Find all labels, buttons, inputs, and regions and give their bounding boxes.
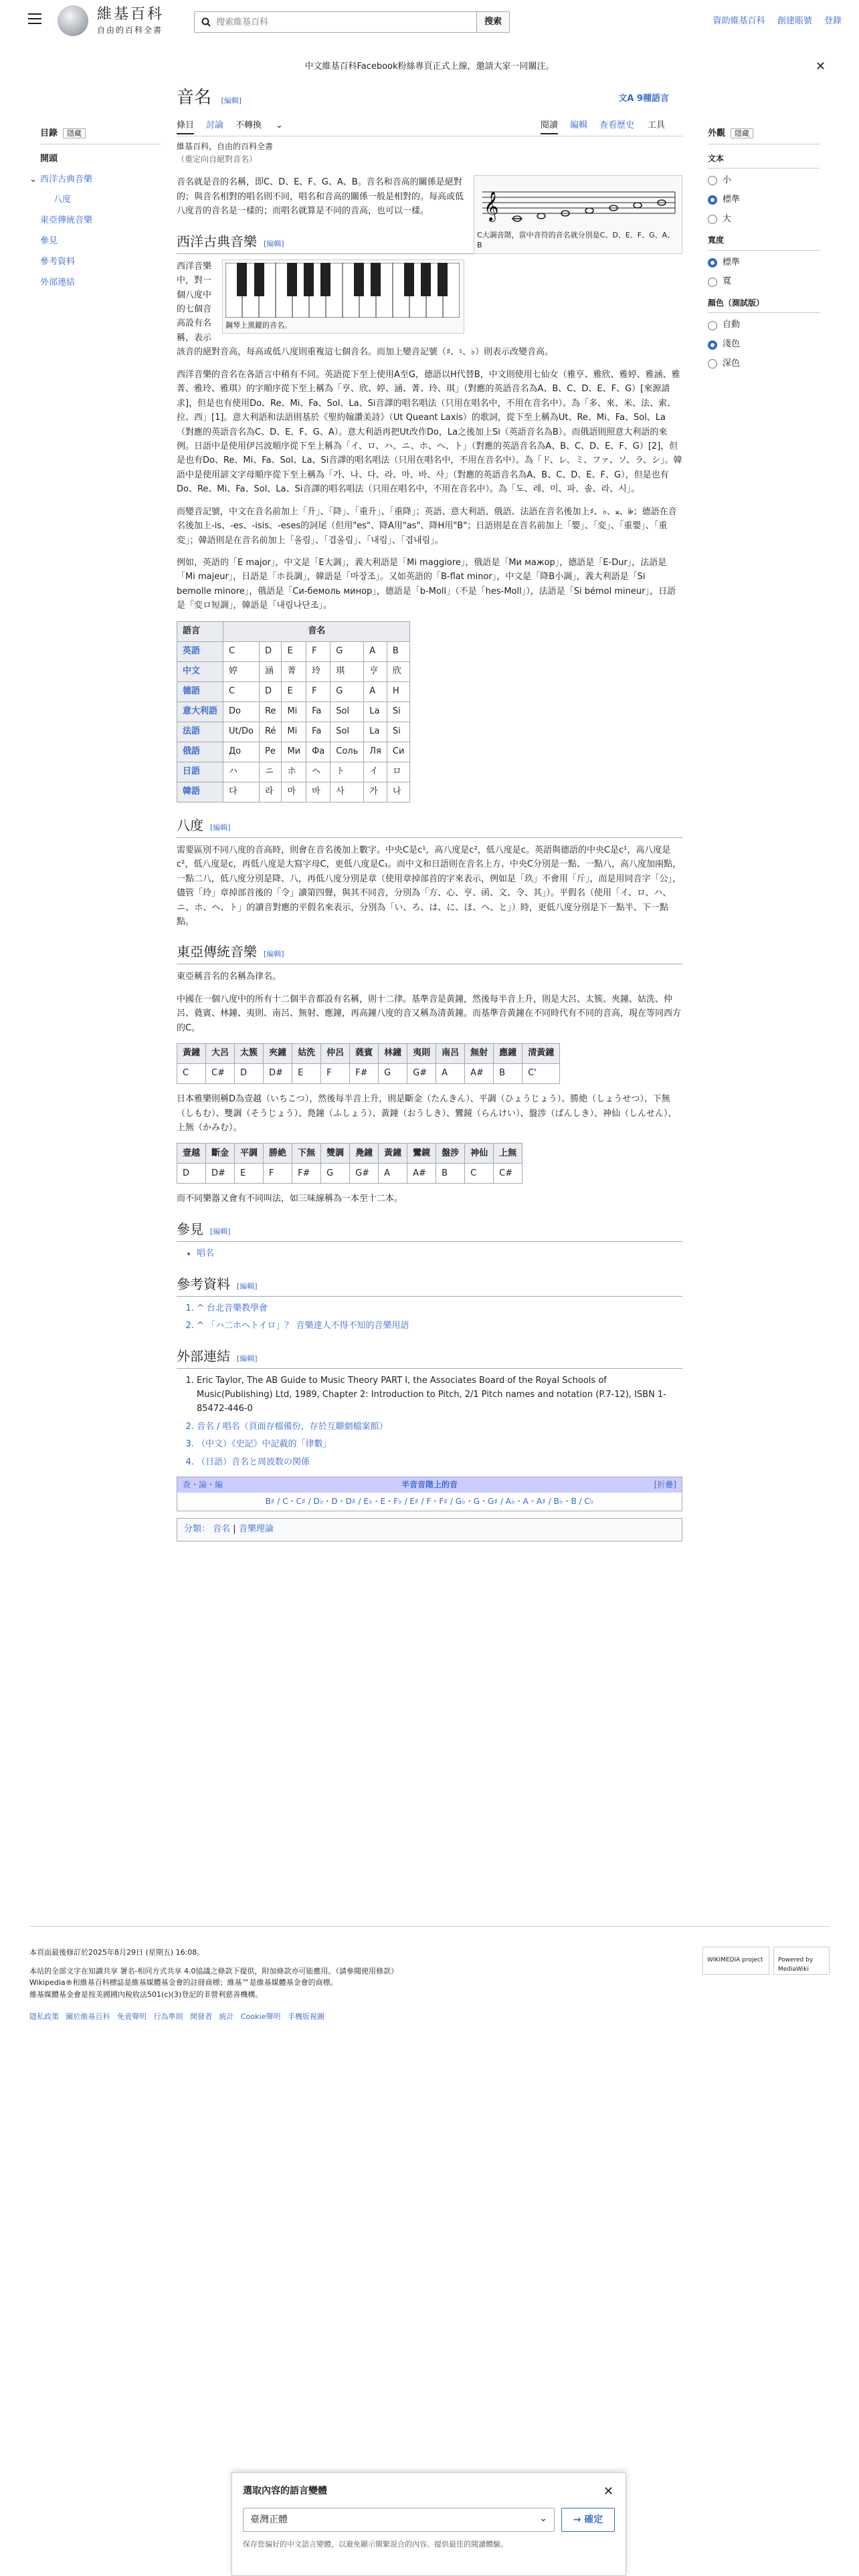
table-row (177, 702, 410, 722)
site-notice-text: 中文維基百科Facebook粉絲專頁正式上線，邀請大家一同關注。 (304, 62, 555, 72)
tab-edit[interactable]: 編輯 (570, 120, 588, 130)
table-of-contents (29, 127, 161, 296)
table-cell: Do (223, 702, 260, 722)
table-cell: Ре (259, 742, 281, 762)
table-header: 上無 (494, 1144, 522, 1164)
table-cell: 亨 (364, 661, 387, 681)
text-size-large[interactable]: 大 (708, 213, 820, 227)
table-cell: ハ (223, 762, 260, 782)
license-text: 本站的全部文字在知識共享 署名-相同方式共享 4.0協議之條款下提供，附加條款亦可能應用。（請參閱使用條款） (29, 1966, 398, 1975)
table-cell: Ми (282, 742, 306, 762)
table-row (177, 742, 410, 762)
search-placeholder: 搜索維基百科 (216, 17, 269, 27)
table-cell: 사 (330, 782, 364, 802)
table-row (177, 782, 410, 802)
table-row (177, 661, 410, 681)
search-button[interactable]: 搜索 (476, 11, 510, 33)
table-cell: A# (407, 1164, 436, 1184)
nonprofit-text: 維基媒體基金會是按美國國內稅收法501(c)(3)登記的非營利慈善機構。 (29, 1990, 263, 1999)
table-cell: F# (292, 1164, 321, 1184)
piano-keyboard-image[interactable] (225, 263, 460, 318)
table-header: 蕤賓 (350, 1044, 379, 1064)
variant-dropdown[interactable]: 不轉換 (235, 120, 262, 130)
table-cell: La (364, 702, 387, 722)
table-header: 無射 (465, 1044, 494, 1064)
table-header: 平調 (235, 1144, 264, 1164)
note-names-table (177, 621, 410, 802)
table-cell: C' (522, 1064, 560, 1084)
table-cell: A# (465, 1064, 494, 1084)
navbox-title-bar (177, 1477, 682, 1493)
external-link-item[interactable]: 3. （中文）《史記》中記載的「律數」 (197, 1438, 682, 1452)
page-tabs (177, 114, 682, 136)
text-size-standard[interactable]: 標準 (708, 193, 820, 207)
section-edit-link[interactable]: [編輯] (264, 950, 284, 959)
table-header: 太簇 (235, 1044, 264, 1064)
table-cell: C# (494, 1164, 522, 1184)
toc-title: 目錄 (40, 128, 58, 138)
mediawiki-badge[interactable]: Powered by MediaWiki (773, 1947, 830, 1975)
chevron-down-icon[interactable]: ⌄ (29, 174, 37, 185)
external-link-item[interactable]: 4. （日語）音名と周波数の関係 (197, 1456, 682, 1470)
table-cell: Si (387, 702, 410, 722)
site-header (0, 0, 859, 44)
footer-link[interactable]: 開發者 (190, 2012, 212, 2022)
trademark-text: Wikipedia®和維基百科標誌是維基媒體基金會的註冊商標；維基™是維基媒體基金會的商標。 (29, 1978, 338, 1988)
table-cell: C (465, 1164, 494, 1184)
toc-item[interactable]: 開頭 (40, 153, 58, 164)
footer-link[interactable]: 行為準則 (153, 2012, 183, 2022)
table-header: 夷則 (407, 1044, 436, 1064)
paragraph: 而變音記號，中文在音名前加上「升」、「降」、「重升」、「重降」；英語、意大利語、俄語、法語在音名後加上♯、♭、𝄪、𝄫；德語在音名後加上-is、-es、-isis、-eses的詞尾（但用"es"、降A用"as"、降H用"B"；日語則是在音名前加上「嬰」、「変」、「重嬰」、「重変」；韓語則是在音名前加上「올림」、「겹올림」、「내림」、「겹내림」。 (177, 506, 677, 546)
variant-select[interactable] (243, 2508, 555, 2532)
external-link-item[interactable]: 2. 音名 / 唱名（頁面存檔備份，存於互聯網檔案館） (197, 1420, 682, 1434)
table-cell: F (306, 641, 330, 661)
row-header[interactable]: 中文 (177, 661, 223, 681)
table-cell: E (292, 1064, 321, 1084)
language-variant-dialog (231, 2472, 626, 2576)
table-cell: Sol (330, 722, 364, 742)
table-cell: E (282, 681, 306, 702)
table-cell: B (494, 1064, 522, 1084)
table-cell: Fa (306, 702, 330, 722)
close-icon[interactable]: ✕ (603, 2484, 613, 2498)
wikipedia-globe-icon[interactable] (58, 5, 88, 36)
personal-tools (704, 15, 842, 29)
section-edit-link[interactable]: [編輯] (237, 1354, 258, 1364)
logo-title[interactable]: 維基百科 (97, 6, 165, 23)
row-header[interactable]: 法語 (177, 722, 223, 742)
width-wide[interactable]: 寬 (708, 275, 820, 289)
table-cell: A (379, 1164, 407, 1184)
row-header[interactable]: 韓語 (177, 782, 223, 802)
table-cell: ヘ (306, 762, 330, 782)
table-header: 壹越 (177, 1144, 206, 1164)
wikimedia-badge[interactable]: WIKIMEDIA project (702, 1947, 769, 1975)
toc-item[interactable]: ⌄ 西洋古典音樂 (40, 173, 161, 187)
table-header: 黃鐘 (379, 1144, 407, 1164)
color-label: 顏色（測試版） (708, 297, 820, 313)
table-cell: 涵 (259, 661, 281, 681)
table-cell: D (259, 641, 281, 661)
category-links: 分類： 音名 | 音樂理論 (177, 1518, 682, 1541)
paragraph: 西洋音樂的音名在各語言中稍有不同。英語從下至上使用A至G，德語以H代替B，中文則使用七仙女（雅亨、雅欣、雅婷、雅涵、雅菁、雅玲、雅琪）的字順序從下至上稱為「亨、欣、婷、涵、菁、玲、琪」（對應的英語音名為A、B、C、D、E、F、G）[來源請求]，但是也有使用Do、Re、Mi、Fa、Sol、La、Si音譯的唱名唱法（只用在唱名中，不用在音名中）。為「多、來、米、法、索、拉、西」[1]。意大利語和法語則基於《聖約翰讚美詩》（Ut Queant Laxis）的歌詞，從下至上稱為Ut、Re、Mi、Fa、Sol、La（對應的英語音名為C、D、E、F、G、A）。意大利語再把Ut改作Do，La之後加上Si（英語音名為B）。而俄語則照意大利語的來例。日語中是使用伊呂波順序從下至上稱為「イ、ロ、ハ、ニ、ホ、ヘ、ト」（對應的英語音名為A、B、C、D、E、F、G）[2]，但是也有Do、Re、Mi、Fa、Sol、La、Si音譯的唱名唱法（只用在唱名中，不用在音名中）。為「ド、レ、ミ、ファ、ソ、ラ、シ」。韓語中是使用諺文字母順序從下至上稱為「가、나、다、라、마、바、사」（對應的英語音名為A、B、C、D、E、F、G），但是也有Do、Re、Mi、Fa、Sol、La、Si音譯的唱名唱法（只用在唱名中，不用在音名中）。為「도、레、미、파、솔、라、시」。 (177, 369, 682, 495)
tab-read[interactable]: 閱讀 (541, 119, 558, 134)
table-cell: 다 (223, 782, 260, 802)
color-dark[interactable]: 深色 (708, 357, 820, 371)
dialog-title: 選取內容的語言變體 (243, 2486, 327, 2496)
footer-link[interactable]: 統計 (219, 2012, 234, 2022)
table-header: 下無 (292, 1144, 321, 1164)
category-link[interactable]: 音樂理論 (238, 1524, 274, 1535)
row-header[interactable]: 俄語 (177, 742, 223, 762)
row-header[interactable]: 日語 (177, 762, 223, 782)
table-cell: Fa (306, 722, 330, 742)
variant-selected-value: 臺灣正體 (250, 2514, 288, 2526)
table-cell: 라 (259, 782, 281, 802)
table-cell: C# (206, 1064, 235, 1084)
section-heading: 西洋古典音樂 [編輯] (177, 231, 682, 254)
table-cell: F (306, 681, 330, 702)
color-auto[interactable]: 自動 (708, 318, 820, 332)
section-edit-link[interactable]: [編輯] (264, 239, 284, 248)
figure-c-major-scale (474, 175, 682, 253)
section-heading: 參見 [編輯] (177, 1218, 682, 1242)
table-cell: 婷 (223, 661, 260, 681)
footer-link[interactable]: 隱私政策 (29, 2012, 59, 2022)
reference-item[interactable]: 1. ^ 台北音樂教學會 (197, 1302, 682, 1316)
toc-item[interactable]: 參考資料 (40, 256, 76, 267)
paragraph: 需要區別不同八度的音高時，則會在音名後加上數字。中央C是c¹，高八度是c²，低八度是c。英語與德語的中央C是c¹，高八度是c²，低八度是c，再低八度是大寫字母C，更低八度是C₁。而中文和日語則在音名上方、中央C分別是一點、一點八，高八度加兩點，一點二八，低八度分別是降、八，再低八度分別是章（使用章掉部首的字來表示，例如是「玖」不會用「斤」，而是用同音字「公」，儘管「玲」章掉部首後的「令」讀第四聲，與其不同音，分別為「方、心、亨、函、文、令、其」）。平假名（使用「イ、ロ、ハ、ニ、ホ、ヘ、ト」的讀音對應的平假名來表示，分別為「い、ろ、は、に、ほ、へ、と」）時，更低八度分別是下一點半、下一點點。 (177, 845, 682, 927)
table-cell: H (387, 681, 410, 702)
table-cell: Ré (259, 722, 281, 742)
section-heading: 八度 [編輯] (177, 815, 682, 838)
row-header[interactable]: 英語 (177, 641, 223, 661)
table-cell: C (223, 641, 260, 661)
table-cell: E (235, 1164, 264, 1184)
width-label: 寬度 (708, 234, 820, 250)
table-cell: 가 (364, 782, 387, 802)
table-cell: 바 (306, 782, 330, 802)
table-header: 鸞鏡 (407, 1144, 436, 1164)
footer-link[interactable]: Cookie聲明 (241, 2012, 281, 2022)
table-cell: La (364, 722, 387, 742)
toc-item[interactable]: 八度 (54, 195, 72, 205)
table-cell: G (330, 681, 364, 702)
figure-caption: C大調音階，當中音符的音名就分別是C、D、E、F、G、A、B (477, 230, 675, 250)
paragraph: 中國在一個八度中的所有十二個半音都設有名稱，則十二律。基準音是黃鐘，然後每半音上升，則是大呂、太簇、夾鐘、姑洗、仲呂、蕤賓、林鐘、夷則、南呂、無射、應鐘，再高鐘八度的音又稱為清黃鐘。而基準音黃鐘在不同時代有不同的音高，現在等同西方的C。 (177, 994, 682, 1033)
toc-item[interactable]: 東亞傳統音樂 (40, 215, 93, 226)
row-header[interactable]: 意大利語 (177, 702, 223, 722)
confirm-button[interactable]: → 確定 (561, 2508, 615, 2532)
table-cell: 玲 (306, 661, 330, 681)
logo-subtitle: 自由的百科全書 (97, 25, 163, 35)
appearance-panel (708, 127, 820, 377)
section-heading: 東亞傳統音樂 [編輯] (177, 941, 682, 964)
table-row (177, 722, 410, 742)
donate-link[interactable]: 資助維基百科 (712, 16, 765, 26)
table-cell: Си (387, 742, 410, 762)
paragraph: 日本雅樂則稱D為壹越（いちこつ），然後每半音上升，則是斷金（たんきん）、平調（ひょうじょう）、勝絶（しょうせつ）、下無（しもむ）、雙調（そうじょう）、鳧鐘（ふしょう）、黃鐘（おうしき）、鸞鏡（らんけい）、盤涉（ばんしき）、神仙（しんせん）、上無（かみむ）。 (177, 1094, 677, 1133)
table-cell: Si (387, 722, 410, 742)
table-cell: C (177, 1064, 206, 1084)
table-header: 盤涉 (436, 1144, 465, 1164)
table-cell: ロ (387, 762, 410, 782)
section-edit-link[interactable]: [編輯] (210, 1226, 231, 1236)
table-cell: Mi (282, 722, 306, 742)
table-header: 雙調 (321, 1144, 350, 1164)
language-button[interactable]: 文A 9種語言 (618, 94, 669, 104)
section-heading: 外部連結 [編輯] (177, 1346, 682, 1369)
twelve-lu-table (177, 1043, 560, 1084)
tab-article[interactable]: 條目 (177, 119, 194, 134)
c-major-scale-image[interactable] (477, 179, 678, 227)
table-cell: 欣 (387, 661, 410, 681)
appearance-title: 外觀 (708, 128, 726, 138)
paragraph: 東亞稱音名的名稱為律名。 (177, 972, 282, 982)
table-header: 南呂 (436, 1044, 465, 1064)
table-cell: 마 (282, 782, 306, 802)
table-header: 勝絶 (264, 1144, 292, 1164)
section-edit-link[interactable]: [編輯] (210, 823, 231, 832)
reference-item[interactable]: 2. ^ 「ハ二ホヘトイロ」？ 音樂達人不得不知的音樂用語 (197, 1319, 682, 1333)
table-cell: D# (206, 1164, 235, 1184)
close-icon[interactable]: ✕ (815, 60, 826, 74)
table-cell: G (330, 641, 364, 661)
table-header: 林鐘 (379, 1044, 407, 1064)
table-cell: D (259, 681, 281, 702)
navbox-vte-links[interactable]: 查・論・編 (183, 1480, 223, 1490)
table-cell: B (436, 1164, 465, 1184)
table-cell: A (436, 1064, 465, 1084)
table-cell: G (321, 1164, 350, 1184)
tab-history[interactable]: 查看歷史 (599, 120, 635, 130)
table-cell: Ut/Do (223, 722, 260, 742)
toc-item[interactable]: 參見 (40, 235, 58, 246)
table-cell: G# (350, 1164, 379, 1184)
svg-text:𝄞: 𝄞 (484, 191, 499, 221)
intro-paragraph: 音名就是音的名稱，即C、D、E、F、G、A、B。音名和音高的關係是絕對的；與音名相對的唱名則不同，唱名和音高的關係一般是相對的。每高或低八度音的音名是一樣的；而唱名就算是不同的音高，也可以一樣。 (177, 177, 464, 217)
table-row (177, 681, 410, 702)
navbox (177, 1477, 682, 1511)
table-cell: Re (259, 702, 281, 722)
table-cell: Фа (306, 742, 330, 762)
navbox-collapse-button[interactable]: [折疊] (654, 1480, 676, 1490)
table-header: 夾鐘 (264, 1044, 292, 1064)
main-menu-button[interactable] (28, 13, 41, 24)
search-icon (201, 17, 211, 27)
title-edit-link[interactable]: [編輯] (221, 96, 242, 105)
chevron-down-icon: ⌄ (539, 2513, 547, 2525)
site-notice (0, 60, 859, 84)
table-header: 仲呂 (321, 1044, 350, 1064)
table-header: 斷金 (206, 1144, 235, 1164)
footer-link[interactable]: 關於維基百科 (66, 2012, 110, 2022)
table-cell: ニ (259, 762, 281, 782)
table-cell: B (387, 641, 410, 661)
table-header: 神仙 (465, 1144, 494, 1164)
table-cell: ト (330, 762, 364, 782)
chevron-down-icon[interactable]: ⌄ (276, 120, 283, 130)
see-also-link[interactable]: • 唱名 (197, 1247, 682, 1261)
paragraph: 例如，英語的「E major」，中文是「E大調」，義大利語是「Mi maggiore」，俄語是「Ми мажор」，德語是「E-Dur」，法語是「Mi majeur」，日語是「ホ長調」，韓語是「마장조」。又如英語的「B-flat minor」，中文是「降B小調」，義大利語是「Si bemolle minore」，俄語是「Си-бемоль минор」，德語是「b-Moll」（不是「hes-Moll」），法語是「Si bémol mineur」，日語是「変ロ短調」，韓語是「내림나단조」。 (177, 558, 676, 611)
table-cell: A (364, 641, 387, 661)
table-cell: G (379, 1064, 407, 1084)
table-cell: D# (264, 1064, 292, 1084)
table-cell: A (364, 681, 387, 702)
table-cell: F (264, 1164, 292, 1184)
width-standard[interactable]: 標準 (708, 256, 820, 270)
table-cell: G# (407, 1064, 436, 1084)
table-header: 清黃鐘 (522, 1044, 560, 1064)
color-light[interactable]: 淺色 (708, 338, 820, 352)
text-size-label: 文本 (708, 152, 820, 169)
table-cell: D (235, 1064, 264, 1084)
category-link[interactable]: 音名 (213, 1524, 231, 1535)
navbox-notes[interactable]: B♯ / C・C♯ / D♭・D・D♯ / E♭・E・F♭ / E♯ / F・F♯ / G♭・G・G♯ / A♭・A・A♯ / B♭・B / C♭ (265, 1497, 594, 1507)
table-cell: До (223, 742, 260, 762)
figure-caption: 鋼琴上黑鍵的音名。 (225, 321, 292, 330)
table-cell: F# (350, 1064, 379, 1084)
tab-talk[interactable]: 討論 (206, 120, 224, 130)
external-link-item[interactable]: 1. Eric Taylor, The AB Guide to Music Theory PART I, the Associates Board of the Royal Schools of Music(Publishing) Ltd, 1989, Chapter 2: Introduction to Pitch, 2/1 Pitch names and notation (P.7-12), ISBN 1-85472-446-0 (197, 1374, 682, 1416)
table-cell: 나 (387, 782, 410, 802)
table-cell: ホ (282, 762, 306, 782)
section-heading: 參考資料 [編輯] (177, 1273, 682, 1297)
table-cell: 菁 (282, 661, 306, 681)
row-header[interactable]: 德語 (177, 681, 223, 702)
footer-link[interactable]: 手機版視圖 (287, 2012, 324, 2022)
table-cell: Mi (282, 702, 306, 722)
table-cell: 琪 (330, 661, 364, 681)
dialog-note: 保存您偏好的中文語言變體，以避免顯示簡繁混合的內容。提供最佳的閱讀體驗。 (243, 2540, 508, 2549)
table-cell: Sol (330, 702, 364, 722)
table-header: 語言 (177, 621, 223, 641)
table-cell: C (223, 681, 260, 702)
page-title: 音名 (177, 88, 212, 108)
redirect-note: （重定向自絕對音名） (177, 154, 258, 165)
table-header: 應鐘 (494, 1044, 522, 1064)
table-header: 鳧鐘 (350, 1144, 379, 1164)
toc-item[interactable]: 外部連結 (40, 277, 76, 288)
tagline: 維基百科，自由的百科全書 (177, 142, 274, 151)
gagaku-table (177, 1143, 522, 1184)
table-cell: F (321, 1064, 350, 1084)
appearance-hide-button[interactable]: 隱藏 (731, 128, 753, 138)
table-header: 音名 (223, 621, 410, 641)
table-cell: Соль (330, 742, 364, 762)
search-input[interactable] (194, 11, 478, 33)
table-row (177, 762, 410, 782)
login-link[interactable]: 登錄 (824, 16, 842, 26)
paragraph: 西洋音樂中，對一個八度中的七個音高設有名稱，表示該音的絕對音高，每高或低八度則重複這七個音名。而加上變音記號（♯、♮、♭）則表示改變音高。 (177, 261, 554, 358)
table-cell: イ (364, 762, 387, 782)
table-row (177, 641, 410, 661)
table-header: 大呂 (206, 1044, 235, 1064)
table-cell: Ля (364, 742, 387, 762)
table-cell: D (177, 1164, 206, 1184)
tools-dropdown[interactable]: 工具 (648, 120, 666, 130)
figure-piano (222, 259, 464, 334)
table-cell: E (282, 641, 306, 661)
create-account-link[interactable]: 創建賬號 (777, 16, 812, 26)
page-footer (29, 1926, 830, 2023)
paragraph: 而不同樂器又會有不同叫法，如三味線稱為一本至十二本。 (177, 1194, 403, 1204)
footer-link[interactable]: 免責聲明 (117, 2012, 147, 2022)
last-edited: 本頁面最後修訂於2025年8月29日 (星期五) 16:08。 (29, 1948, 205, 1957)
toc-hide-button[interactable]: 隱藏 (63, 128, 86, 138)
text-size-small[interactable]: 小 (708, 174, 820, 188)
navbox-title[interactable]: 半音音階上的音 (401, 1480, 458, 1490)
categories-label[interactable]: 分類： (184, 1524, 211, 1535)
table-header: 姑洗 (292, 1044, 321, 1064)
table-header: 黃鐘 (177, 1044, 206, 1064)
article-content (177, 87, 682, 1541)
translate-icon: 文A (618, 94, 637, 104)
section-edit-link[interactable]: [編輯] (237, 1281, 258, 1291)
